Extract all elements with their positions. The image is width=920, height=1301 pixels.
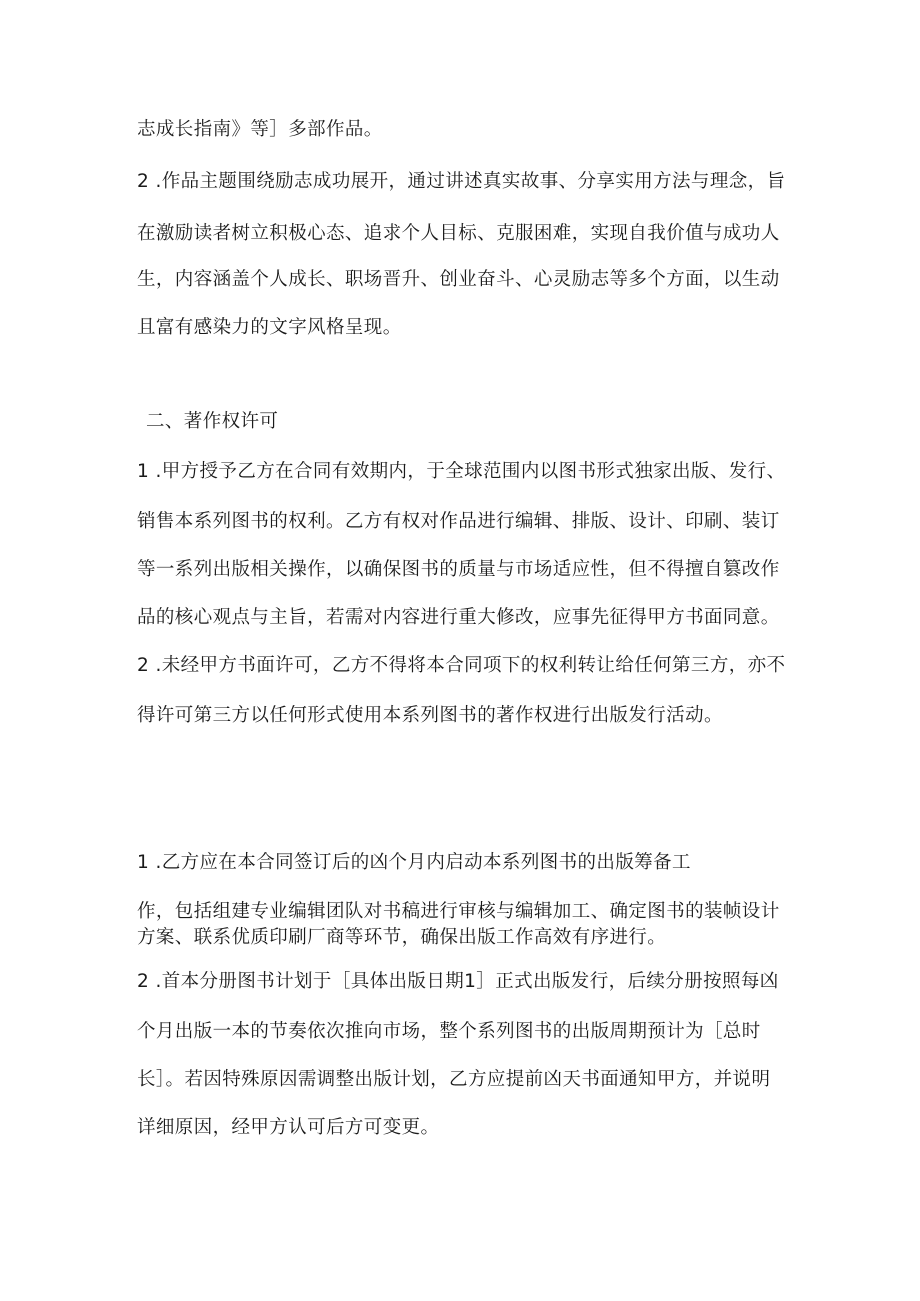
text-line-17: 个月出版一本的节奏依次推向市场，整个系列图书的出版周期预计为［总时 <box>137 1021 761 1042</box>
text-line-12: 得许可第三方以任何形式使用本系列图书的著作权进行出版发行活动。 <box>137 705 723 726</box>
text-line-19: 详细原因，经甲方认可后方可变更。 <box>137 1117 440 1138</box>
text-line-11: 2 .未经甲方书面许可，乙方不得将本合同项下的权利转让给任何第三方，亦不 <box>137 655 786 676</box>
text-line-4: 生，内容涵盖个人成长、职场晋升、创业奋斗、心灵励志等多个方面，以生动 <box>137 269 780 290</box>
text-line-8: 销售本系列图书的权利。乙方有权对作品进行编辑、排版、设计、印刷、装订 <box>137 511 780 532</box>
text-line-9: 等一系列出版相关操作，以确保图书的质量与市场适应性，但不得擅自篡改作 <box>137 559 780 580</box>
text-line-10: 品的核心观点与主旨，若需对内容进行重大修改，应事先征得甲方书面同意。 <box>137 607 780 628</box>
text-line-5: 且富有感染力的文字风格呈现。 <box>137 317 402 338</box>
text-line-7: 1 .甲方授予乙方在合同有效期内，于全球范围内以图书形式独家出版、发行、 <box>137 461 786 482</box>
text-line-16: 2 .首本分册图书计划于［具体出版日期1］正式出版发行，后续分册按照每凶 <box>137 971 779 992</box>
text-line-14: 作，包括组建专业编辑团队对书稿进行审核与编辑加工、确定图书的装帧设计 <box>137 901 780 922</box>
text-line-18: 长］。若因特殊原因需调整出版计划，乙方应提前凶天书面通知甲方，并说明 <box>137 1069 771 1090</box>
text-line-3: 在激励读者树立积极心态、追求个人目标、克服困难，实现自我价值与成功人 <box>137 223 780 244</box>
text-line-15: 方案、联系优质印刷厂商等环节，确保出版工作高效有序进行。 <box>137 927 667 948</box>
text-line-1: 志成长指南》等］多部作品。 <box>137 119 383 140</box>
section-heading-copyright-license: 二、著作权许可 <box>146 411 279 432</box>
text-line-13: 1 .乙方应在本合同签订后的凶个月内启动本系列图书的出版筹备工 <box>137 852 691 873</box>
text-line-2: 2 .作品主题围绕励志成功展开，通过讲述真实故事、分享实用方法与理念，旨 <box>137 171 786 192</box>
